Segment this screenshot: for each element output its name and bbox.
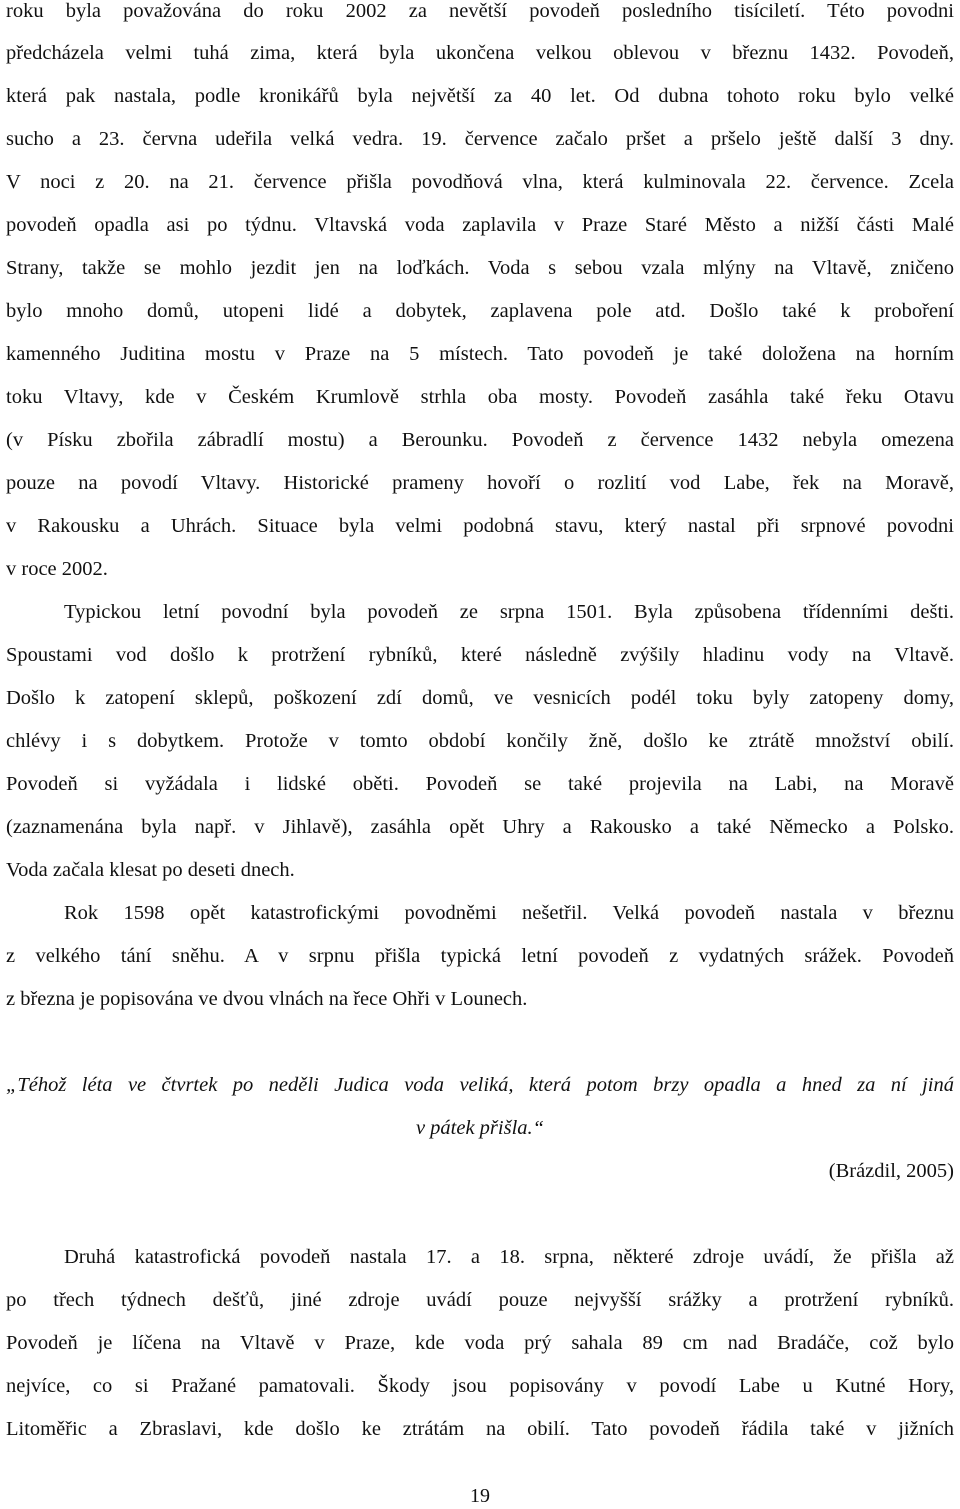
paragraph-3-line: z března je popisována ve dvou vlnách na řece Ohři v Lounech. xyxy=(6,988,528,1010)
paragraph-4-line: po třech týdnech dešťů, jiné zdroje uvádí pouze nejvyšší srážky a protržení rybníků. xyxy=(6,1289,954,1311)
paragraph-1-line: roku byla považována do roku 2002 za nevětší povodeň posledního tisíciletí. Této povodni xyxy=(6,0,954,22)
paragraph-1-line: bylo mnoho domů, utopeni lidé a dobytek, zaplavena pole atd. Došlo také k proboření xyxy=(6,300,954,322)
paragraph-4-line: Povodeň je líčena na Vltavě v Praze, kde voda prý sahala 89 cm nad Bradáče, což bylo xyxy=(6,1332,954,1354)
citation: (Brázdil, 2005) xyxy=(828,1160,954,1182)
paragraph-2-line: Spoustami vod došlo k protržení rybníků, které následně zvýšily hladinu vody na Vltavě. xyxy=(6,644,954,666)
paragraph-3-line: Rok 1598 opět katastrofickými povodněmi nešetřil. Velká povodeň nastala v březnu xyxy=(64,902,954,924)
paragraph-2-line: chlévy i s dobytkem. Protože v tomto období končily žně, došlo ke ztrátě množství obilí. xyxy=(6,730,954,752)
paragraph-1-line: kamenného Juditina mostu v Praze na 5 místech. Tato povodeň je také doložena na horním xyxy=(6,343,954,365)
paragraph-1-line: V noci z 20. na 21. července přišla povodňová vlna, která kulminovala 22. července. Zcela xyxy=(6,171,954,193)
paragraph-2-line: Typickou letní povodní byla povodeň ze srpna 1501. Byla způsobena třídenními dešti. xyxy=(64,601,954,623)
paragraph-1-line: toku Vltavy, kde v Českém Krumlově strhla oba mosty. Povodeň zasáhla také řeku Otavu xyxy=(6,386,954,408)
paragraph-1-line: Strany, takže se mohlo jezdit jen na loďkách. Voda s sebou vzala mlýny na Vltavě, zničeno xyxy=(6,257,954,279)
paragraph-4-line: nejvíce, co si Pražané pamatovali. Škody jsou popisovány v povodí Labe u Kutné Hory, xyxy=(6,1375,954,1397)
paragraph-1-line: v roce 2002. xyxy=(6,558,108,580)
paragraph-1-line: sucho a 23. června udeřila velká vedra. 19. července začalo pršet a pršelo ještě další 3 dny. xyxy=(6,128,954,150)
paragraph-4-line: Litoměřic a Zbraslavi, kde došlo ke ztrátám na obilí. Tato povodeň řádila také v jižních xyxy=(6,1418,954,1440)
quote-line: „Téhož léta ve čtvrtek po neděli Judica voda veliká, která potom brzy opadla a hned za ní jiná xyxy=(6,1074,954,1096)
paragraph-2-line: Voda začala klesat po deseti dnech. xyxy=(6,859,295,881)
paragraph-1-line: (v Písku zbořila zábradlí mostu) a Berounku. Povodeň z července 1432 nebyla omezena xyxy=(6,429,954,451)
paragraph-1-line: povodeň opadla asi po týdnu. Vltavská voda zaplavila v Praze Staré Město a nižší části Malé xyxy=(6,214,954,236)
paragraph-4-line: Druhá katastrofická povodeň nastala 17. a 18. srpna, některé zdroje uvádí, že přišla až xyxy=(64,1246,954,1268)
paragraph-1-line: pouze na povodí Vltavy. Historické prameny hovoří o rozlití vod Labe, řek na Moravě, xyxy=(6,472,954,494)
paragraph-1-line: která pak nastala, podle kronikářů byla největší za 40 let. Od dubna tohoto roku bylo velké xyxy=(6,85,954,107)
paragraph-1-line: předcházela velmi tuhá zima, která byla ukončena velkou oblevou v březnu 1432. Povodeň, xyxy=(6,42,954,64)
paragraph-3-line: z velkého tání sněhu. A v srpnu přišla typická letní povodeň z vydatných srážek. Povodeň xyxy=(6,945,954,967)
paragraph-2-line: Došlo k zatopení sklepů, poškození zdí domů, ve vesnicích podél toku byly zatopeny domy, xyxy=(6,687,954,709)
paragraph-1-line: v Rakousku a Uhrách. Situace byla velmi podobná stavu, který nastal při srpnové povodni xyxy=(6,515,954,537)
quote-line: v pátek přišla.“ xyxy=(415,1117,545,1139)
paragraph-2-line: (zaznamenána byla např. v Jihlavě), zasáhla opět Uhry a Rakousko a také Německo a Polsko. xyxy=(6,816,954,838)
page-number: 19 xyxy=(470,1485,490,1507)
paragraph-2-line: Povodeň si vyžádala i lidské oběti. Povodeň se také projevila na Labi, na Moravě xyxy=(6,773,954,795)
